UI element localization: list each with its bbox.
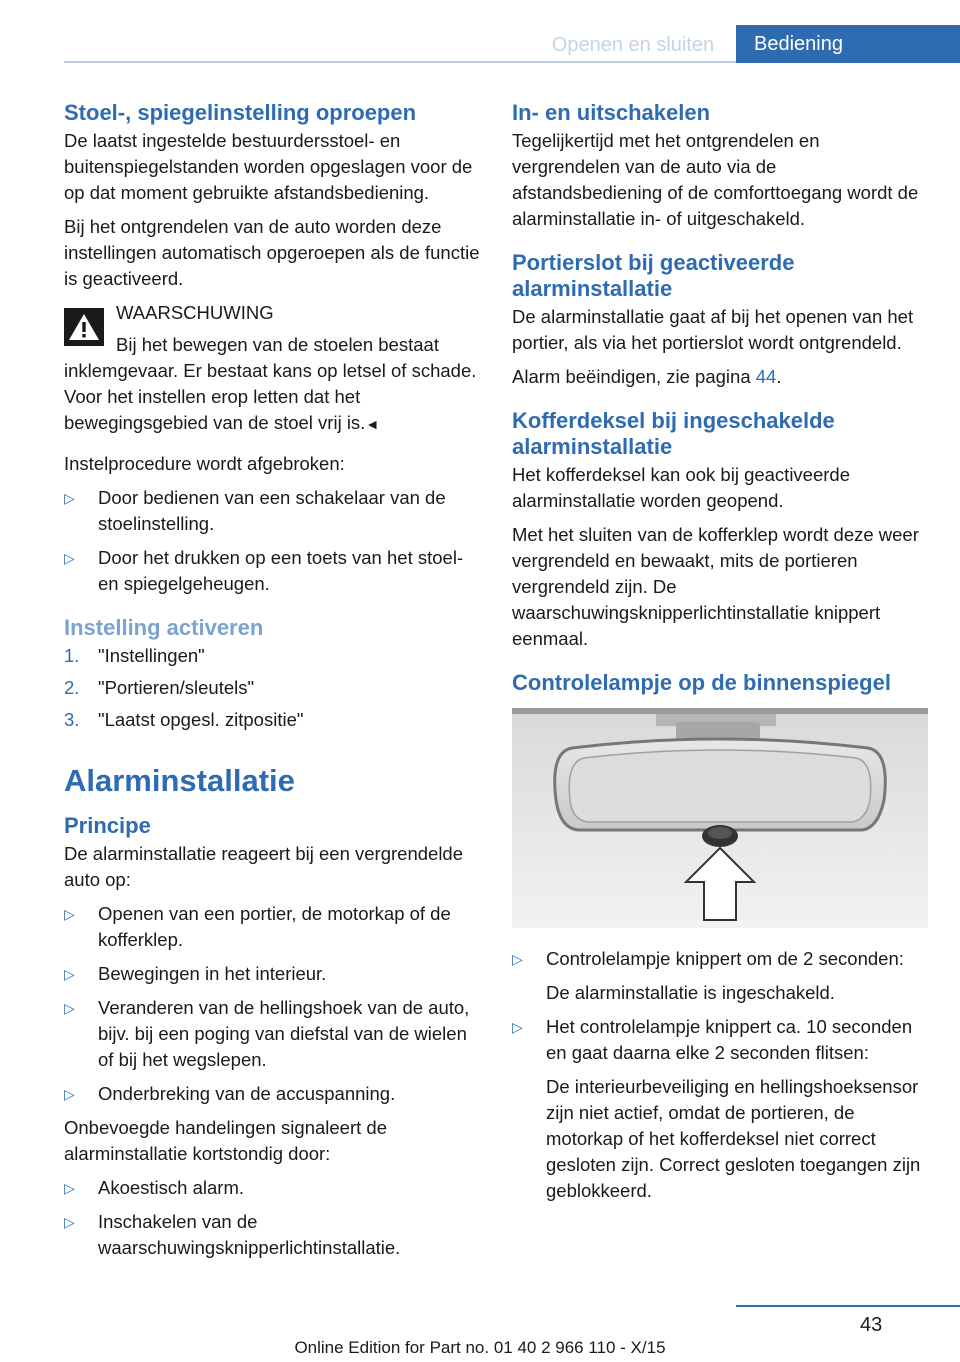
paragraph: Instelprocedure wordt afgebroken: [64,453,345,474]
left-column [64,100,482,1269]
signals-list [64,1175,482,1261]
bullet-marker: ▷ [64,1086,75,1102]
bullet-marker: ▷ [64,1214,75,1230]
steps-list [64,643,482,733]
heading-seat-mirror-recall: Stoel-, spiegelinstelling oproepen [64,100,417,125]
heading-activate-setting: Instelling activeren [64,615,264,640]
heading-door-lock: Portierslot bij geactiveerde alarminstallatie [512,250,795,301]
paragraph: Het kofferdeksel kan ook bij geactiveerde alarminstallatie worden geopend. [512,464,850,511]
heading-alarm-system: Alarminstallatie [64,763,295,798]
header-chapter-tab: Bediening [736,25,960,63]
right-column [512,100,930,1212]
bullet-marker: ▷ [64,490,75,506]
reacts-list [64,901,482,1107]
paragraph: De alarminstallatie gaat af bij het openen van het portier, als via het portierslot wordt ontgrendeld. [512,306,914,353]
bullet-marker: ▷ [512,1019,523,1035]
list-item: ▷ Onderbreking van de accuspanning. [64,1081,482,1107]
warning-text: Bij het bewegen van de stoelen bestaat inklemgevaar. Er bestaat kans op letsel of schade. Voor het instellen erop letten dat het bewegingsgebied van de stoel vrij is.◄ [64,334,477,433]
footer-rule [736,1305,960,1307]
list-item: 1. "Instellingen" [64,645,205,666]
page-link[interactable]: 44 [755,366,777,387]
paragraph: Onbevoegde handelingen signaleert de alarminstallatie kortstondig door: [64,1117,387,1164]
warning-triangle-icon [64,308,104,346]
list-item: ▷ Inschakelen van de waarschuwingsknipperlichtinstallatie. [64,1211,401,1258]
rearview-mirror-illustration [512,708,928,928]
list-item: ▷ Veranderen van de hellingshoek van de auto, bijv. bij een poging van diefstal van de wielen of bij het wegslepen. [64,997,470,1070]
paragraph: Bij het ontgrendelen van de auto worden deze instellingen automatisch opgeroepen als de functie is geactiveerd. [64,216,480,289]
list-item: ▷ Het controlelampje knippert ca. 10 seconden en gaat daarna elke 2 seconden flitsen: De interieurbeveiliging en hellingshoeksensor zijn niet actief, omdat de portieren, de motorkap of het kofferdeksel niet correct gesloten zijn. Correct gesloten toegangen zijn geblokkeerd. [512,1016,921,1201]
heading-principle: Principe [64,813,151,838]
paragraph: Met het sluiten van de kofferklep wordt deze weer vergrendeld en bewaakt, mits de portieren vergrendeld zijn. De waarschuwingsknipperlichtinstallatie knippert eenmaal. [512,524,919,649]
page-number: 43 [860,1314,883,1336]
paragraph: De alarminstallatie reageert bij een vergrendelde auto op: [64,843,464,890]
warning-box [64,300,482,437]
header-section-title: Openen en sluiten [551,34,715,56]
list-item: ▷ Door bedienen van een schakelaar van de stoelinstelling. [64,487,446,534]
bullet-marker: ▷ [64,906,75,922]
bullet-marker: ▷ [64,1180,75,1196]
paragraph: Tegelijkertijd met het ontgrendelen en vergrendelen van de auto via de afstandsbediening of de comforttoegang wordt de alarminstallatie in- of uitgeschakeld. [512,130,919,229]
warning-title: WAARSCHUWING [116,302,274,323]
bullet-marker: ▷ [64,966,75,982]
heading-indicator-lamp: Controlelampje op de binnenspiegel [512,670,891,695]
list-item: 3. "Laatst opgesl. zitpositie" [64,709,304,730]
heading-trunk-lid: Kofferdeksel bij ingeschakelde alarminstallatie [512,408,835,459]
paragraph: De laatst ingestelde bestuurdersstoel- en buitenspiegelstanden worden opgeslagen voor de op dat moment gebruikte afstandsbediening. [64,130,473,203]
list-item: 2. "Portieren/sleutels" [64,677,255,698]
abort-list [64,485,482,597]
bullet-marker: ▷ [512,951,523,967]
paragraph: Alarm beëindigen, zie pagina 44. [512,366,782,387]
list-item: ▷ Bewegingen in het interieur. [64,961,482,987]
bullet-marker: ▷ [64,1000,75,1016]
edition-footer: Online Edition for Part no. 01 40 2 966 110 - X/15 [294,1338,666,1357]
list-item: ▷ Door het drukken op een toets van het stoel- en spiegelgeheugen. [64,547,464,594]
list-item: ▷ Akoestisch alarm. [64,1175,482,1201]
end-marker: ◄ [365,416,380,432]
list-item: ▷ Controlelampje knippert om de 2 seconden: De alarminstallatie is ingeschakeld. [512,948,904,1003]
lamp-list [512,946,930,1204]
heading-switch-on-off: In- en uitschakelen [512,100,711,125]
list-item: ▷ Openen van een portier, de motorkap of de kofferklep. [64,903,451,950]
bullet-marker: ▷ [64,550,75,566]
